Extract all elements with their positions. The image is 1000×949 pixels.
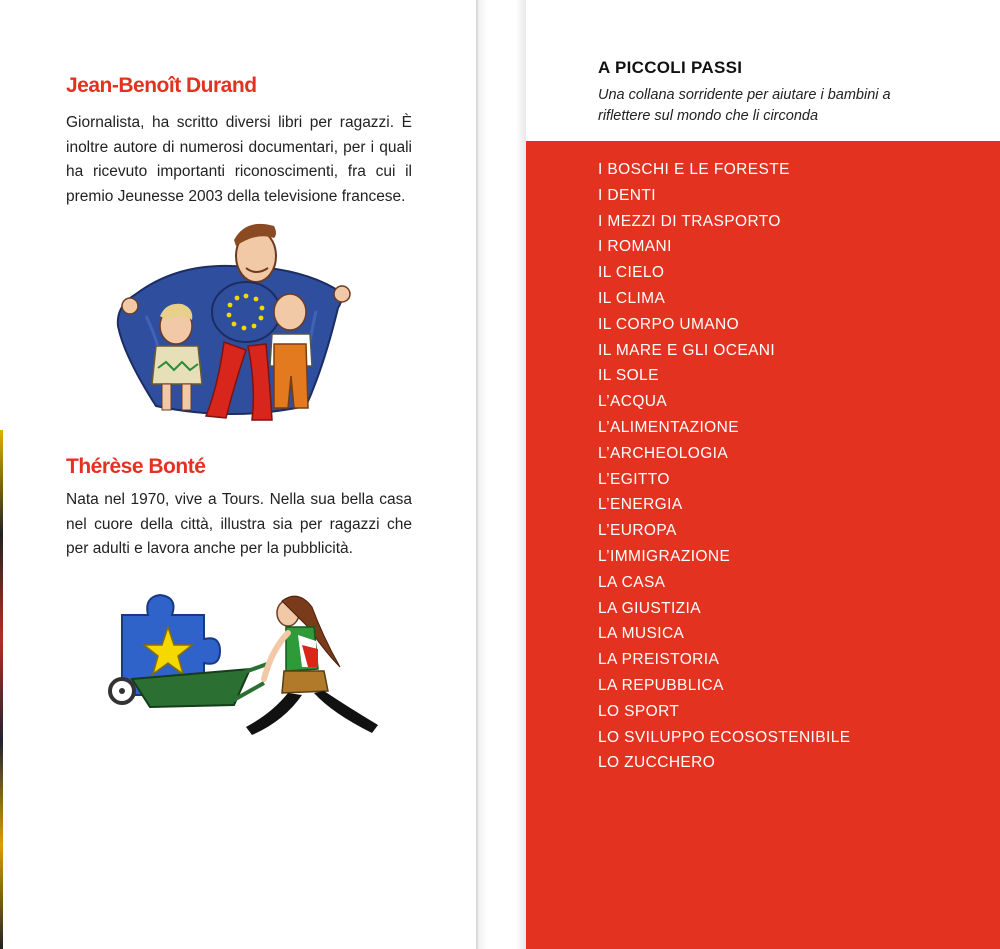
author-name-durand: Jean-Benoît Durand: [66, 74, 257, 97]
series-book-title: LO SVILUPPO ECOSOSTENIBILE: [598, 728, 851, 746]
author-bio-bonte: Nata nel 1970, vive a Tours. Nella sua bella casa nel cuore della città, illustra sia per ragazzi che per adulti e lavora anche per la pubblicità.: [66, 491, 412, 557]
series-book-title: LA GIUSTIZIA: [598, 599, 701, 617]
puzzle-wheelbarrow-illustration: [102, 583, 392, 743]
author-name-bonte: Thérèse Bonté: [66, 455, 206, 478]
series-book-title: L’IMMIGRAZIONE: [598, 547, 731, 565]
series-book-title: IL CORPO UMANO: [598, 315, 740, 333]
series-book-title: IL MARE E GLI OCEANI: [598, 341, 776, 359]
series-book-title: I MEZZI DI TRASPORTO: [598, 212, 781, 230]
series-book-title: L’EUROPA: [598, 522, 677, 540]
series-book-list: [598, 157, 850, 776]
series-book-title: IL CLIMA: [598, 289, 666, 307]
series-book-title: L’ALIMENTAZIONE: [598, 418, 739, 436]
author-bio-durand: Giornalista, ha scritto diversi libri per ragazzi. È inoltre autore di numerosi documentari, per i quali ha ricevuto importanti riconoscimenti, fra cui il premio Jeunesse 2003 della televisione francese.: [66, 114, 412, 205]
series-book-title: IL CIELO: [598, 264, 665, 282]
series-book-title: L’ACQUA: [598, 393, 668, 411]
series-book-title: LA PREISTORIA: [598, 651, 720, 669]
series-subtitle: Una collana sorridente per aiutare i bambini a riflettere sul mondo che li circonda: [598, 87, 891, 124]
series-book-title: L’EGITTO: [598, 470, 670, 488]
series-book-title: L’ARCHEOLOGIA: [598, 444, 729, 462]
series-book-title: LO SPORT: [598, 702, 680, 720]
series-book-title: I BOSCHI E LE FORESTE: [598, 161, 790, 178]
series-book-title: LA CASA: [598, 573, 666, 591]
series-book-title: I DENTI: [598, 186, 656, 204]
series-book-title: LA REPUBBLICA: [598, 676, 724, 694]
series-book-title: LA MUSICA: [598, 625, 685, 643]
series-book-title: IL SOLE: [598, 367, 659, 385]
book-gutter: [476, 0, 526, 949]
series-book-title: L’ENERGIA: [598, 496, 683, 514]
series-book-title: I ROMANI: [598, 238, 672, 256]
series-book-title: LO ZUCCHERO: [598, 754, 716, 772]
series-title: A PICCOLI PASSI: [598, 58, 743, 77]
europe-family-illustration: [106, 216, 358, 426]
